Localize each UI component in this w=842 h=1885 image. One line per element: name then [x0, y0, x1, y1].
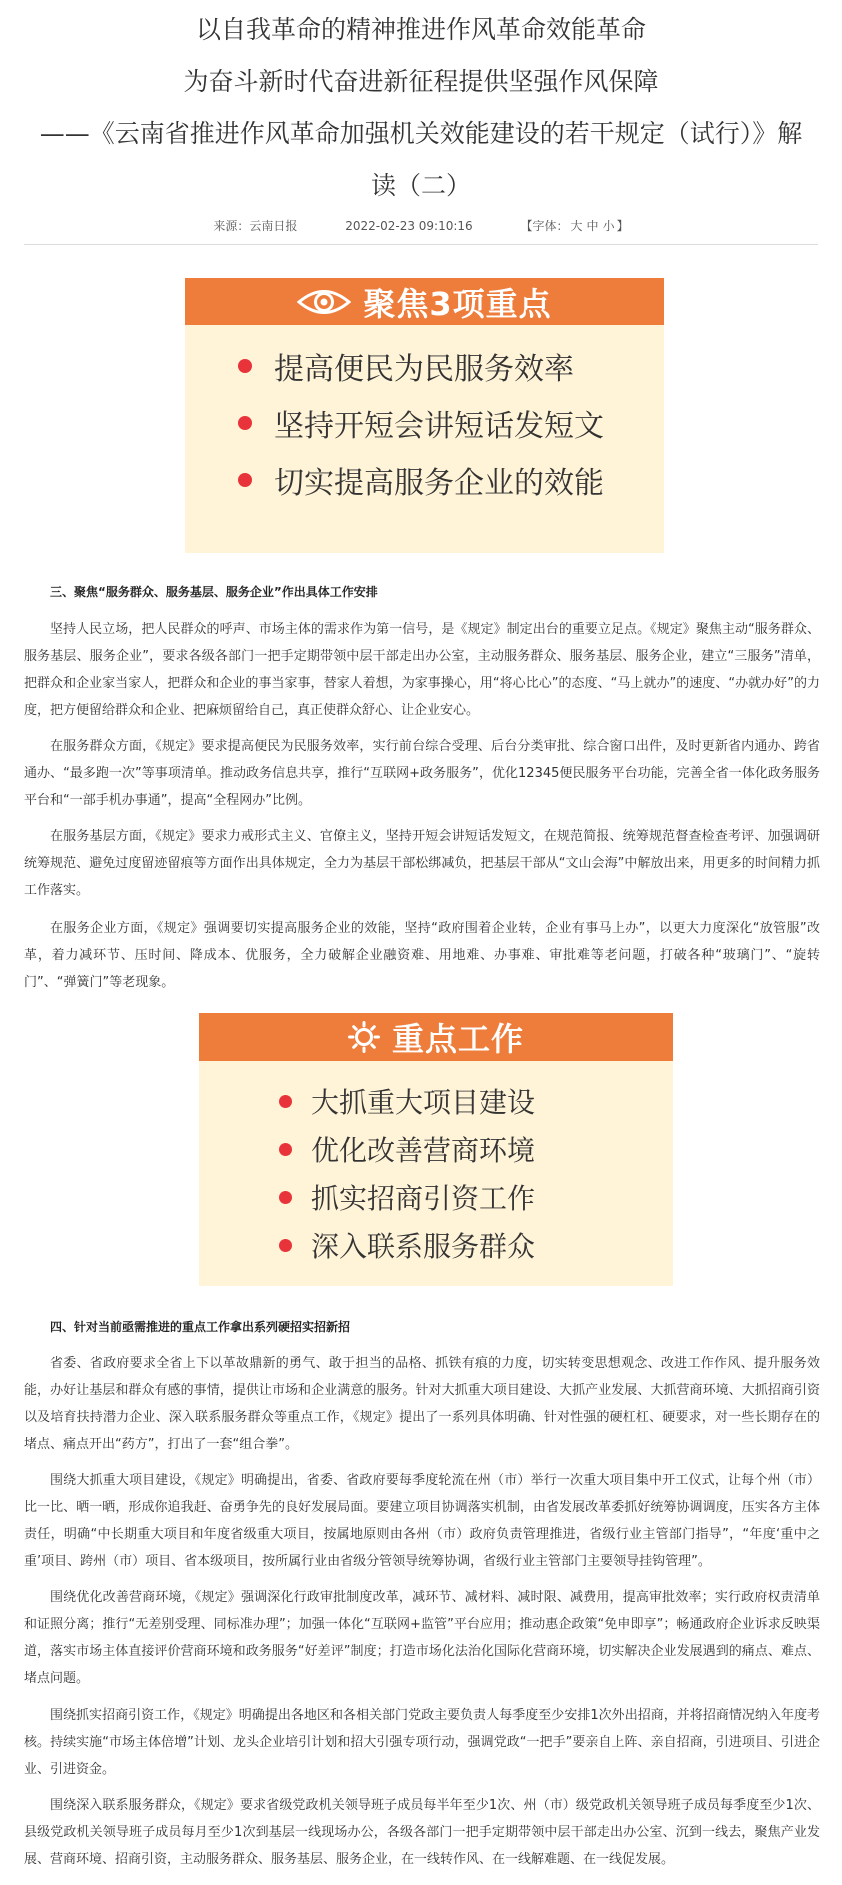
font-size-medium-button[interactable]: 中 [586, 219, 599, 233]
section-4-heading: 四、针对当前亟需推进的重点工作拿出系列硬招实招新招 [50, 1320, 351, 1334]
list-item-text: 抓实招商引资工作 [311, 1182, 536, 1215]
source-label: 来源：云南日报 [213, 219, 298, 233]
section-4-paragraph: 围绕抓实招商引资工作，《规定》明确提出各地区和各相关部门党政主要负责人每季度至少安排1次外出招商，并将招商情况纳入年度考核。持续实施“市场主体倍增”计划、龙头企业培引计划和招大引强专项行动，强调党政“一把手”要亲自上阵、亲自招商，引进项目、引进企业、引进资金。 [24, 1708, 820, 1777]
font-size-close: 】 [616, 219, 629, 233]
key-work-card [199, 1013, 673, 1286]
bullet-dot-icon [238, 416, 252, 430]
list-item-text: 深入联系服务群众 [311, 1230, 536, 1263]
section-4-paragraph: 围绕大抓重大项目建设，《规定》明确提出，省委、省政府要每季度轮流在州（市）举行一次重大项目集中开工仪式，让每个州（市）比一比、晒一晒，形成你追我赶、奋勇争先的良好发展局面。要建立项目协调落实机制，由省发展改革委抓好统筹协调调度，压实各方主体责任，明确“中长期重大项目和年度省级重大项目，按属地原则由各州（市）政府负责管理推进，省级行业主管部门指导”，“年度‘重中之重’项目、跨州（市）项目、省本级项目，按所属行业由省级分管领导统筹协调，省级行业主管部门主要领导挂钩管理”。 [24, 1473, 820, 1569]
list-item [238, 394, 664, 451]
focus-three-points-card [185, 278, 664, 553]
list-item-text: 大抓重大项目建设 [311, 1086, 536, 1119]
eye-icon [297, 287, 351, 317]
publish-datetime: 2022-02-23 09:10:16 [345, 219, 473, 233]
list-item [238, 451, 664, 508]
section-4-paragraph: 省委、省政府要求全省上下以革故鼎新的勇气、敢于担当的品格、抓铁有痕的力度，切实转变思想观念、改进工作作风、提升服务效能，办好让基层和群众有感的事情，提供让市场和企业满意的服务。针对大抓重大项目建设、大抓产业发展、大抓营商环境、大抓招商引资以及培育扶持潜力企业、深入联系服务群众等重点工作，《规定》提出了一系列具体明确、针对性强的硬杠杠、硬要求，对一些长期存在的堵点、痛点开出“药方”，打出了一套“组合拳”。 [24, 1356, 820, 1452]
section-3-paragraph: 在服务群众方面，《规定》要求提高便民为民服务效率，实行前台综合受理、后台分类审批、综合窗口出件，及时更新省内通办、跨省通办、“最多跑一次”等事项清单。推动政务信息共享，推行“互联网+政务服务”，优化12345便民服务平台功能，完善全省一体化政务服务平台和“一部手机办事通”，提高“全程网办”比例。 [24, 739, 820, 808]
sun-icon [348, 1021, 380, 1053]
card-header [185, 278, 664, 325]
list-item [279, 1125, 673, 1173]
list-item-text: 提高便民为民服务效率 [274, 351, 574, 387]
bullet-dot-icon [279, 1239, 292, 1252]
font-size-control [521, 219, 629, 233]
title-line-2: 为奋斗新时代奋进新征程提供坚强作风保障 [183, 67, 659, 96]
font-size-small-button[interactable]: 小 [602, 219, 615, 233]
list-item-text: 切实提高服务企业的效能 [274, 465, 604, 501]
section-3-paragraph: 坚持人民立场，把人民群众的呼声、市场主体的需求作为第一信号，是《规定》制定出台的重要立足点。《规定》聚焦主动“服务群众、服务基层、服务企业”，要求各级各部门一把手定期带领中层干部走出办公室，主动服务群众、服务基层、服务企业，建立“三服务”清单，把群众和企业家当家人，把群众和企业的事当家事，替家人着想，为家事操心，用“将心比心”的态度、“马上就办”的速度、“办就办好”的力度，把方便留给群众和企业、把麻烦留给自己，真正使群众舒心、让企业安心。 [24, 622, 820, 718]
card-header [199, 1013, 673, 1061]
bullet-dot-icon [238, 473, 252, 487]
bullet-dot-icon [279, 1191, 292, 1204]
section-4-paragraph: 围绕优化改善营商环境，《规定》强调深化行政审批制度改革，减环节、减材料、减时限、减费用，提高审批效率；实行政府权责清单和证照分离；推行“无差别受理、同标准办理”；加强一体化“互联网+监管”平台应用；推动惠企政策“免申即享”；畅通政府企业诉求反映渠道，落实市场主体直接评价营商环境和政务服务“好差评”制度；打造市场化法治化国际化营商环境，切实解决企业发展遇到的痛点、难点、堵点问题。 [24, 1590, 820, 1686]
section-4-paragraph: 围绕深入联系服务群众，《规定》要求省级党政机关领导班子成员每半年至少1次、州（市）级党政机关领导班子成员每季度至少1次、县级党政机关领导班子成员每月至少1次到基层一线现场办公，各级各部门一把手定期带领中层干部走出办公室、沉到一线去，聚焦产业发展、营商环境、招商引资，主动服务群众、服务基层、服务企业，在一线转作风、在一线解难题、在一线促发展。 [24, 1798, 820, 1867]
card-title: 重点工作 [391, 1020, 524, 1058]
font-size-label: 【字体： [520, 219, 569, 233]
bullet-dot-icon [238, 359, 252, 373]
bullet-dot-icon [279, 1143, 292, 1156]
title-line-3: ——《云南省推进作风革命加强机关效能建设的若干规定（试行）》解 [39, 119, 803, 148]
list-item-text: 坚持开短会讲短话发短文 [274, 408, 604, 444]
font-size-large-button[interactable]: 大 [570, 219, 583, 233]
article-meta [0, 217, 842, 234]
section-3-paragraph: 在服务企业方面，《规定》强调要切实提高服务企业的效能，坚持“政府围着企业转，企业有事马上办”，以更大力度深化“放管服”改革，着力减环节、压时间、降成本、优服务，全力破解企业融资难、用地难、办事难、审批难等老问题，打破各种“玻璃门”、“旋转门”、“弹簧门”等老现象。 [24, 921, 820, 990]
list-item-text: 优化改善营商环境 [311, 1134, 536, 1167]
list-item [279, 1173, 673, 1221]
card-title: 聚焦3项重点 [363, 284, 552, 323]
list-item [279, 1077, 673, 1125]
header-divider [24, 244, 818, 245]
card-list [185, 325, 664, 508]
section-3-heading: 三、聚焦“服务群众、服务基层、服务企业”作出具体工作安排 [50, 585, 378, 599]
article-title [0, 4, 842, 212]
list-item [238, 337, 664, 394]
card-list [199, 1061, 673, 1269]
section-3-paragraph: 在服务基层方面，《规定》要求力戒形式主义、官僚主义，坚持开短会讲短话发短文，在规范简报、统筹规范督查检查考评、加强调研统筹规范、避免过度留迹留痕等方面作出具体规定，全力为基层干部松绑减负，把基层干部从“文山会海”中解放出来，用更多的时间精力抓工作落实。 [24, 829, 820, 898]
list-item [279, 1221, 673, 1269]
title-line-1: 以自我革命的精神推进作风革命效能革命 [195, 15, 646, 44]
bullet-dot-icon [279, 1095, 292, 1108]
title-line-4: 读（二） [370, 171, 471, 200]
